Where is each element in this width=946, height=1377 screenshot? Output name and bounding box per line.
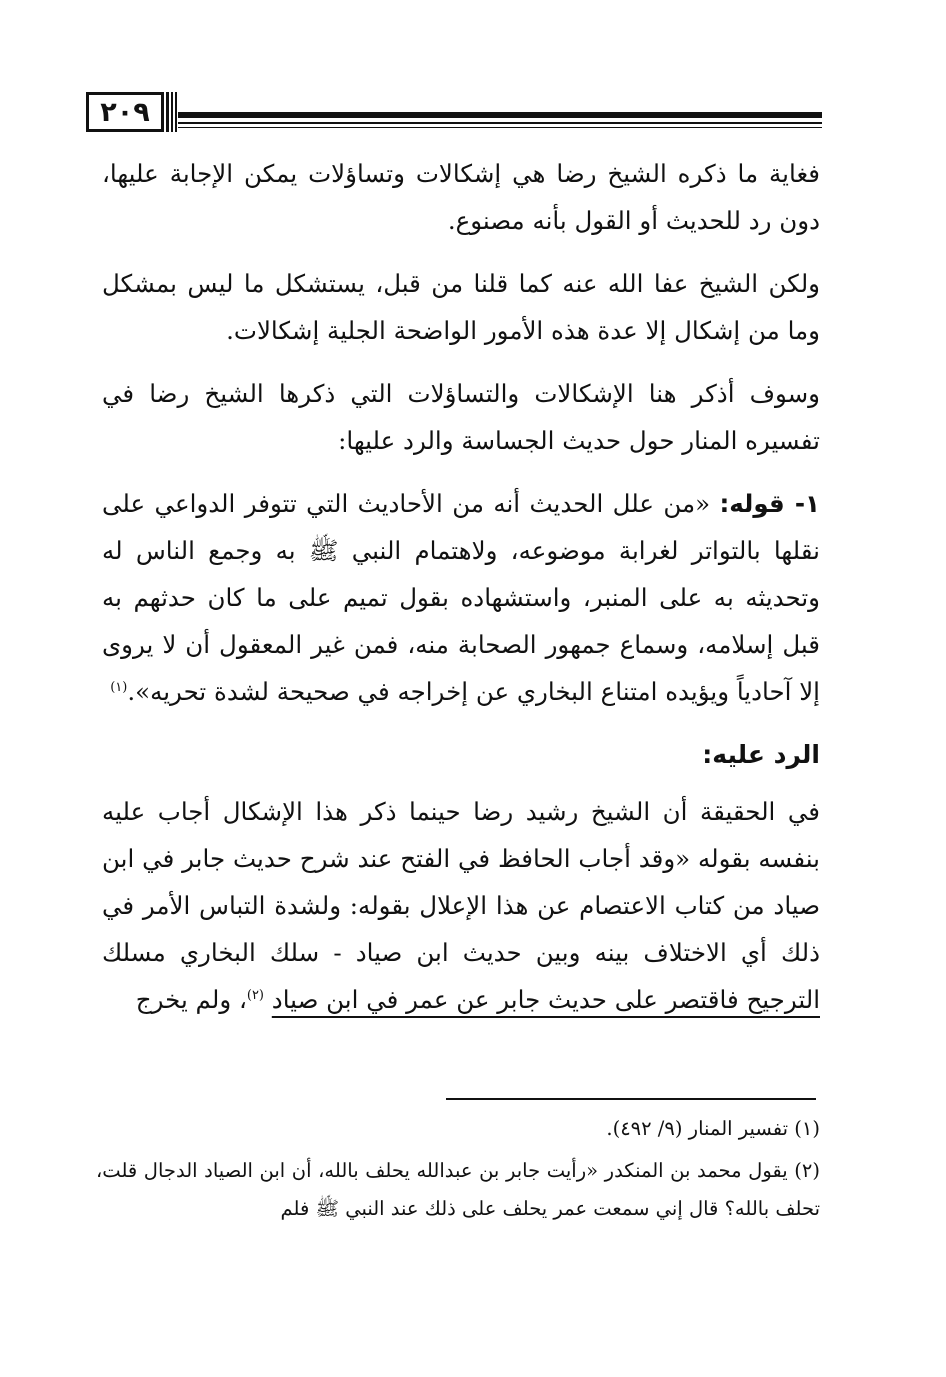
item-1-paragraph [102, 480, 820, 715]
reply-tail: ، ولم يخرج [135, 985, 247, 1014]
reply-paragraph [102, 788, 820, 1023]
reply-underlined-text: الترجيح فاقتصر على حديث جابر عن عمر في ابن صياد [271, 985, 820, 1014]
page-header [86, 92, 822, 138]
footnote-2: (٢) يقول محمد بن المنكدر «رأيت جابر بن عبدالله يحلف بالله، أن ابن الصياد الدجال قلت، تحلف بالله؟ قال إني سمعت عمر يحلف على ذلك عند النبي ﷺ فلم [96, 1159, 820, 1220]
item-1-label: ١- قوله: [719, 489, 820, 518]
header-rule-thick [178, 112, 822, 118]
header-ornament [164, 92, 178, 132]
reply-text: في الحقيقة أن الشيخ رشيد رضا حينما ذكر هذا الإشكال أجاب عليه بنفسه بقوله «وقد أجاب الحافظ في الفتح عند شرح حديث جابر في ابن صياد من كتاب الاعتصام عن هذا الإعلال بقوله: ولشدة التباس الأمر في ذلك أي الاختلاف بينه وبين حديث ابن صياد - سلك البخاري مسلك [102, 797, 820, 967]
footnote-1: (١) تفسير المنار (٩/ ٤٩٢). [606, 1117, 820, 1140]
footnote-ref-2[interactable]: (٢) [246, 987, 264, 1003]
reply-heading: الرد عليه: [702, 740, 820, 769]
header-rule-thin [178, 122, 822, 124]
paragraph-1: فغاية ما ذكره الشيخ رضا هي إشكالات وتساؤلات يمكن الإجابة عليها، دون رد للحديث أو القول بأنه مصنوع. [102, 159, 820, 235]
paragraph-2: ولكن الشيخ عفا الله عنه كما قلنا من قبل، يستشكل ما ليس بمشكل وما من إشكال إلا عدة هذه الأمور الواضحة الجلية إشكالات. [102, 269, 820, 345]
header-rule-thin-2 [178, 127, 822, 128]
footnotes [96, 1110, 820, 1232]
page-body [102, 150, 820, 1039]
item-1-text: «من علل الحديث أنه من الأحاديث التي تتوفر الدواعي على نقلها بالتواتر لغرابة موضوعه، ولاهتمام النبي ﷺ به وجمع الناس له وتحديثه به على المنبر، واستشهاده بقول تميم على ما كان حدثهم به قبل إسلامه، وسماع جمهور الصحابة منه، فمن غير المعقول أن لا يروى إلا آحادياً ويؤيده امتناع البخاري عن إخراجه في صحيحة لشدة تحريه». [102, 489, 820, 706]
footnote-ref-1[interactable]: (١) [110, 679, 128, 695]
footnote-separator [446, 1098, 816, 1100]
paragraph-3: وسوف أذكر هنا الإشكالات والتساؤلات التي ذكرها الشيخ رضا في تفسيره المنار حول حديث الجساسة والرد عليها: [102, 379, 820, 455]
page-number: ٢٠٩ [86, 92, 164, 132]
